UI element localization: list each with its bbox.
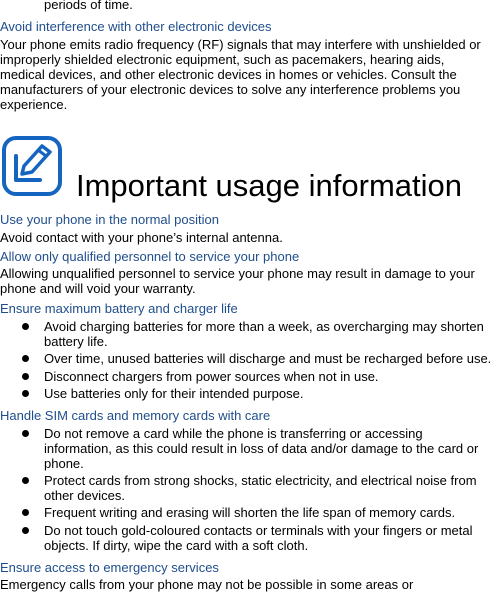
sim-bullet: Do not remove a card while the phone is transferring or accessing	[44, 426, 423, 441]
qualified-heading: Allow only qualified personnel to service your phone	[0, 249, 300, 264]
battery-bullet-cont: battery life.	[44, 334, 108, 349]
section-title: Important usage information	[76, 168, 462, 203]
qualified-line: Allowing unqualified personnel to service your phone may result in damage to your	[0, 266, 475, 281]
normal-position-heading: Use your phone in the normal position	[0, 212, 219, 227]
bullet-dot	[22, 509, 29, 516]
emergency-heading: Ensure access to emergency services	[0, 560, 219, 575]
interference-line: Your phone emits radio frequency (RF) signals that may interfere with unshielded or	[0, 37, 481, 52]
bullet-dot	[22, 430, 29, 437]
interference-line: improperly shielded electronic equipment, such as pacemakers, hearing aids,	[0, 52, 445, 67]
battery-bullet: Use batteries only for their intended purpose.	[44, 386, 304, 401]
top-tail-text: periods of time.	[44, 0, 133, 12]
battery-bullet: Disconnect chargers from power sources when not in use.	[44, 369, 379, 384]
sim-bullet-cont: other devices.	[44, 488, 125, 503]
sim-heading: Handle SIM cards and memory cards with care	[0, 408, 271, 423]
interference-heading: Avoid interference with other electronic devices	[0, 19, 272, 34]
sim-bullet-cont: objects. If dirty, wipe the card with a soft cloth.	[44, 538, 309, 553]
interference-line: experience.	[0, 97, 68, 112]
battery-bullet: Avoid charging batteries for more than a week, as overcharging may shorten	[44, 319, 484, 334]
interference-line: manufacturers of your electronic devices to solve any interference problems you	[0, 82, 461, 97]
qualified-line: phone and will void your warranty.	[0, 281, 196, 296]
battery-bullet: Over time, unused batteries will discharge and must be recharged before use.	[44, 351, 492, 366]
bullet-dot	[22, 355, 29, 362]
normal-position-line: Avoid contact with your phone’s internal antenna.	[0, 230, 283, 245]
bullet-dot	[22, 390, 29, 397]
pen-note-icon	[2, 136, 62, 196]
bullet-dot	[22, 527, 29, 534]
sim-bullet: Protect cards from strong shocks, static electricity, and electrical noise from	[44, 473, 477, 488]
sim-bullet: Do not touch gold-coloured contacts or terminals with your fingers or metal	[44, 523, 473, 538]
sim-bullet: Frequent writing and erasing will shorten the life span of memory cards.	[44, 505, 456, 520]
interference-line: medical devices, and other electronic devices in homes or vehicles. Consult the	[0, 67, 457, 82]
battery-heading: Ensure maximum battery and charger life	[0, 301, 238, 316]
sim-bullet-cont: information, as this could result in loss of data and/or damage to the card or	[44, 441, 479, 456]
bullet-dot	[22, 477, 29, 484]
sim-bullet-cont: phone.	[44, 456, 84, 471]
bullet-dot	[22, 323, 29, 330]
bullet-dot	[22, 373, 29, 380]
emergency-line: Emergency calls from your phone may not be possible in some areas or	[0, 577, 414, 592]
